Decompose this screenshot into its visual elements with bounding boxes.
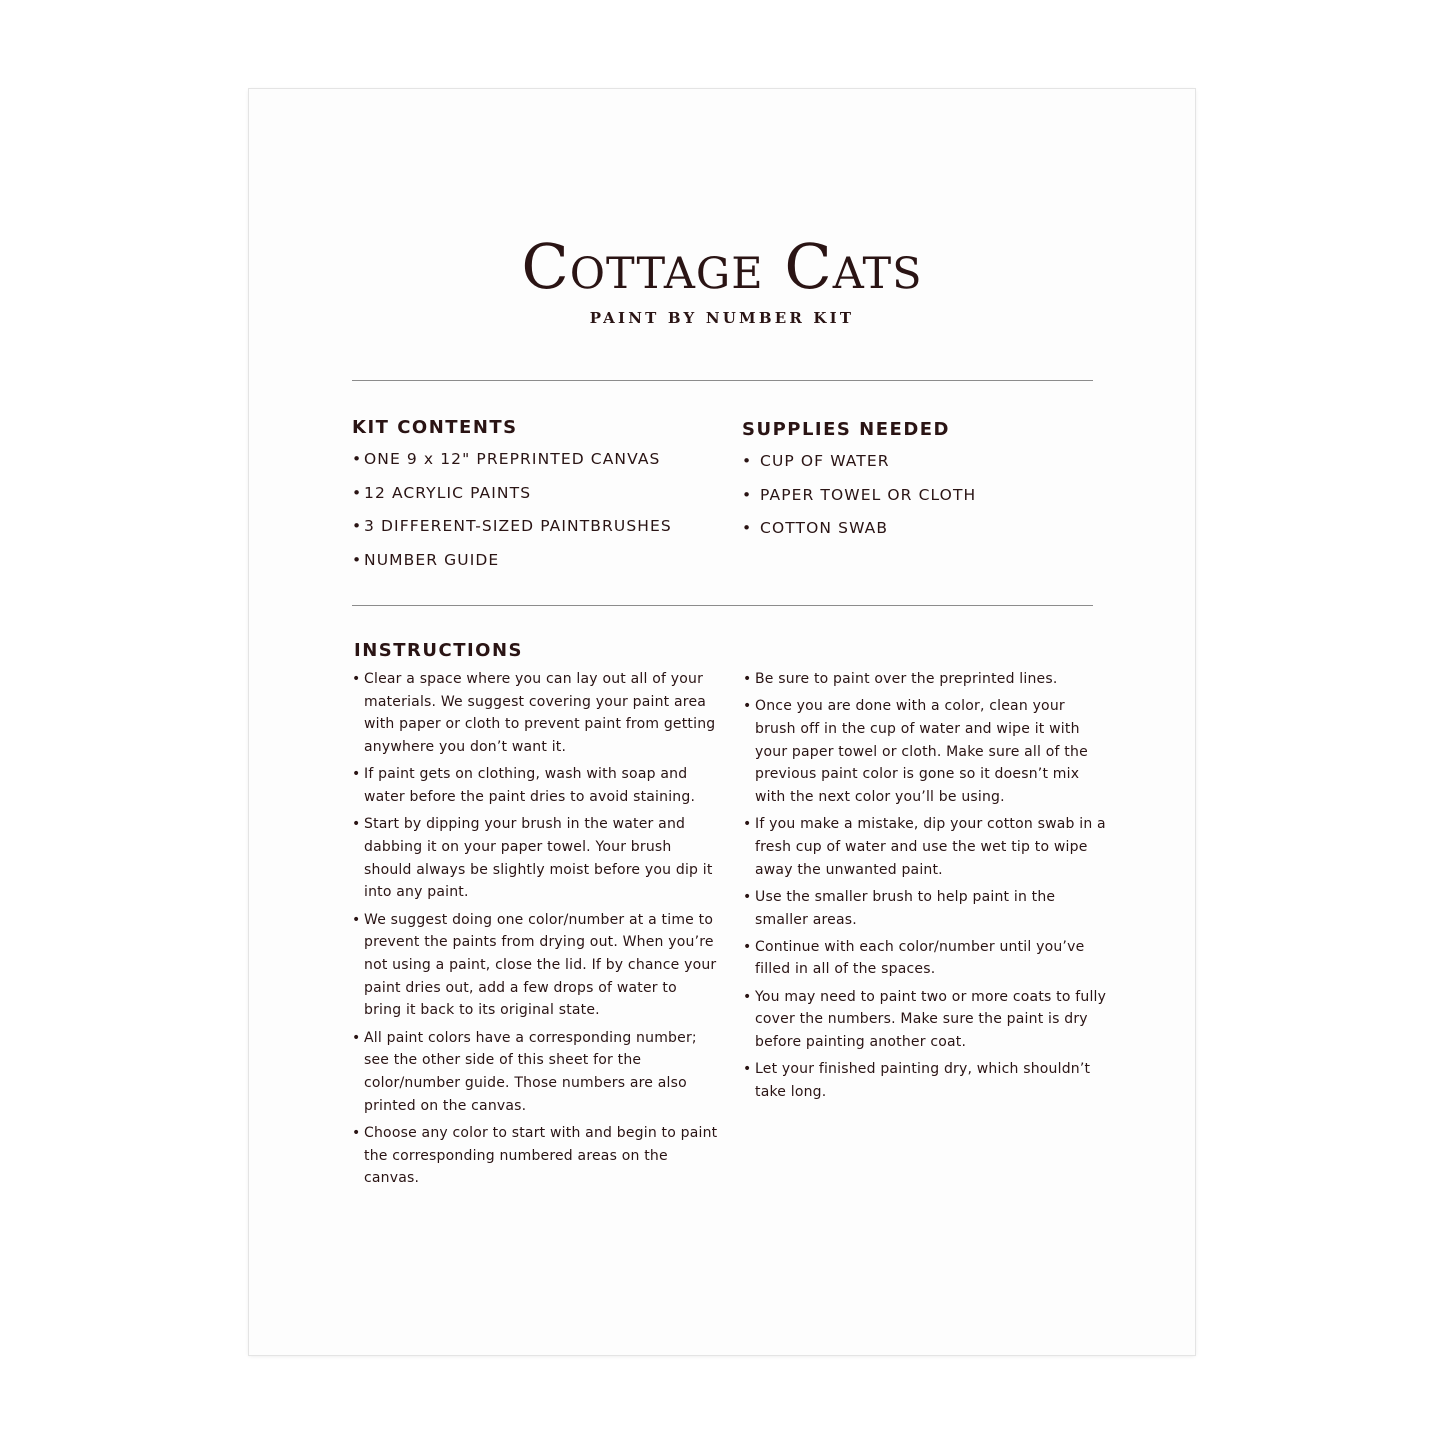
supplies-needed-heading: SUPPLIES NEEDED: [742, 419, 950, 440]
instruction-item: • All paint colors have a corresponding number; see the other side of this sheet for the color/number guide. Those numbers are also printed on the canvas.: [352, 1027, 718, 1118]
kit-item-label: 12 ACRYLIC PAINTS: [364, 483, 532, 502]
list-item: • CUP OF WATER: [742, 452, 890, 470]
instruction-item: • Continue with each color/number until you’ve filled in all of the spaces.: [743, 936, 1109, 981]
instruction-item: • Use the smaller brush to help paint in the smaller areas.: [743, 886, 1109, 931]
list-item: • ONE 9 x 12" PREPRINTED CANVAS: [352, 450, 661, 468]
instruction-item: • If you make a mistake, dip your cotton swab in a fresh cup of water and use the wet tip to wipe away the unwanted paint.: [743, 813, 1109, 881]
instructions-list-right: [743, 668, 1109, 1108]
page-subtitle: PAINT BY NUMBER KIT: [589, 309, 855, 327]
instruction-sheet: [249, 89, 1195, 1355]
divider-middle: [352, 605, 1093, 606]
kit-item-label: 3 DIFFERENT-SIZED PAINTBRUSHES: [364, 517, 672, 536]
list-item: • 3 DIFFERENT-SIZED PAINTBRUSHES: [352, 517, 672, 536]
supplies-needed-list: [742, 450, 976, 551]
kit-item-label: ONE 9 x 12" PREPRINTED CANVAS: [364, 450, 661, 468]
instruction-item: • Choose any color to start with and begin to paint the corresponding numbered areas on the canvas.: [352, 1122, 718, 1190]
instruction-item: • If paint gets on clothing, wash with soap and water before the paint dries to avoid staining.: [352, 763, 718, 808]
instructions-list-left: [352, 668, 718, 1194]
list-item: • COTTON SWAB: [742, 519, 889, 538]
instruction-item: • Once you are done with a color, clean your brush off in the cup of water and wipe it with your paper towel or cloth. Make sure all of the previous paint color is gone so it doesn’t mix with the next color you’ll be using.: [743, 695, 1109, 809]
list-item: • PAPER TOWEL OR CLOTH: [742, 485, 977, 504]
instruction-item: • You may need to paint two or more coats to fully cover the numbers. Make sure the paint is dry before painting another coat.: [743, 986, 1109, 1054]
supply-item-label: CUP OF WATER: [760, 452, 890, 470]
instructions-heading: INSTRUCTIONS: [354, 640, 523, 661]
instruction-item: • Let your finished painting dry, which shouldn’t take long.: [743, 1058, 1109, 1103]
instruction-item: • Clear a space where you can lay out all of your materials. We suggest covering your paint area with paper or cloth to prevent paint from getting anywhere you don’t want it.: [352, 668, 718, 759]
supply-item-label: COTTON SWAB: [760, 519, 889, 538]
list-item: • NUMBER GUIDE: [352, 550, 500, 569]
page-title: Cottage Cats: [521, 230, 923, 303]
instruction-item: • We suggest doing one color/number at a time to prevent the paints from drying out. When you’re not using a paint, close the lid. If by chance your paint dries out, add a few drops of water to bring it back to its original state.: [352, 909, 718, 1023]
kit-contents-heading: KIT CONTENTS: [352, 417, 518, 438]
divider-top: [352, 380, 1093, 381]
kit-contents-list: [352, 448, 672, 582]
kit-item-label: NUMBER GUIDE: [364, 550, 500, 569]
instruction-item: • Be sure to paint over the preprinted lines.: [743, 668, 1109, 691]
supply-item-label: PAPER TOWEL OR CLOTH: [760, 485, 977, 504]
list-item: • 12 ACRYLIC PAINTS: [352, 483, 532, 502]
instruction-item: • Start by dipping your brush in the water and dabbing it on your paper towel. Your brush should always be slightly moist before you dip it into any paint.: [352, 813, 718, 904]
